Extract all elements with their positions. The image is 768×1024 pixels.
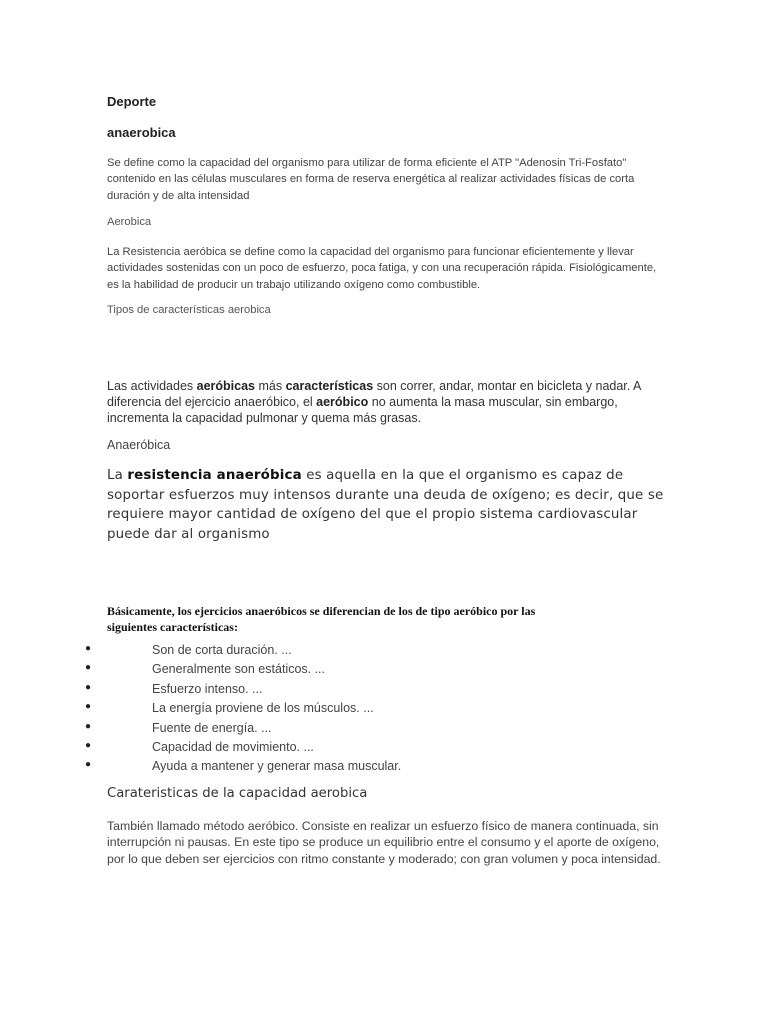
- list-item-text: Generalmente son estáticos. ...: [152, 662, 326, 677]
- section-heading-anaerobica: anaerobica: [107, 125, 176, 140]
- text-run: Las actividades: [107, 379, 197, 393]
- text-run: más: [255, 379, 286, 393]
- paragraph-metodo-aerobico: También llamado método aeróbico. Consiste en realizar un esfuerzo físico de manera continuada, sin interrupción ni pausas. En este tipo se produce un equilibrio entre el consumo y el aporte de oxígeno, por lo que deben ser ejercicios con ritmo constante y moderado; con gran volumen y poca intensidad.: [107, 819, 661, 866]
- bullet-icon: ●: [85, 759, 92, 771]
- paragraph-aerobic-activities: [107, 378, 667, 426]
- paragraph-resistencia-anaerobica: [107, 466, 667, 544]
- bullet-icon: ●: [85, 662, 92, 674]
- list-item-text: Son de corta duración. ...: [152, 643, 292, 657]
- list-item-text: Capacidad de movimiento. ...: [152, 739, 314, 754]
- bullet-icon: ●: [85, 701, 92, 713]
- document-title: Deporte: [107, 94, 157, 109]
- bold-run: características: [285, 379, 374, 393]
- bold-run: resistencia anaeróbica: [127, 468, 302, 483]
- paragraph-basicamente: Básicamente, los ejercicios anaeróbicos se diferencian de los de tipo aeróbico por las siguientes características:: [107, 604, 536, 634]
- section-heading-aerobica: Aerobica: [107, 216, 152, 228]
- bullet-icon: ●: [85, 643, 92, 654]
- bold-run: aeróbicas: [196, 379, 256, 393]
- list-item-text: Ayuda a mantener y generar masa muscular.: [152, 759, 402, 774]
- bold-run: aeróbico: [316, 395, 369, 409]
- section-heading-caracteristicas: Carateristicas de la capacidad aerobica: [107, 786, 368, 801]
- paragraph-anaerobica-definition: Se define como la capacidad del organismo para utilizar de forma eficiente el ATP "Adenosin Tri-Fosfato" contenido en las células musculares en forma de reserva energética al realizar actividades físicas de corta duración y de alta intensidad: [107, 157, 635, 202]
- text-run: es aquella en la que el organismo es capaz de soportar esfuerzos muy intensos durante una deuda de oxígeno; es decir, que se requiere mayor cantidad de oxígeno del que el propio sistema cardiovascular puede dar al organismo: [107, 468, 664, 542]
- list-item-text: La energía proviene de los músculos. ...: [152, 701, 374, 716]
- section-heading-anaerobica-2: Anaeróbica: [107, 438, 171, 452]
- paragraph-aerobica-definition: La Resistencia aeróbica se define como la capacidad del organismo para funcionar eficientemente y llevar actividades sostenidas con un poco de esfuerzo, poca fatiga, y con una recuperación rápida. Fisiológicamente, es la habilidad de producir un trabajo utilizando oxígeno como combustible.: [107, 246, 657, 291]
- section-heading-tipos: Tipos de características aerobica: [107, 304, 271, 316]
- text-run: son correr, andar, montar en bicicleta y nadar. A diferencia del ejercicio anaeróbico, el: [107, 379, 641, 409]
- bullet-icon: ●: [85, 739, 92, 751]
- text-run: La: [107, 468, 128, 483]
- text-run: no aumenta la masa muscular, sin embargo, incrementa la capacidad pulmonar y quema más grasas.: [107, 395, 618, 425]
- list-item-text: Esfuerzo intenso. ...: [152, 681, 263, 696]
- list-item-text: Fuente de energía. ...: [152, 720, 272, 735]
- bullet-icon: ●: [85, 720, 92, 732]
- bullet-icon: ●: [85, 681, 92, 693]
